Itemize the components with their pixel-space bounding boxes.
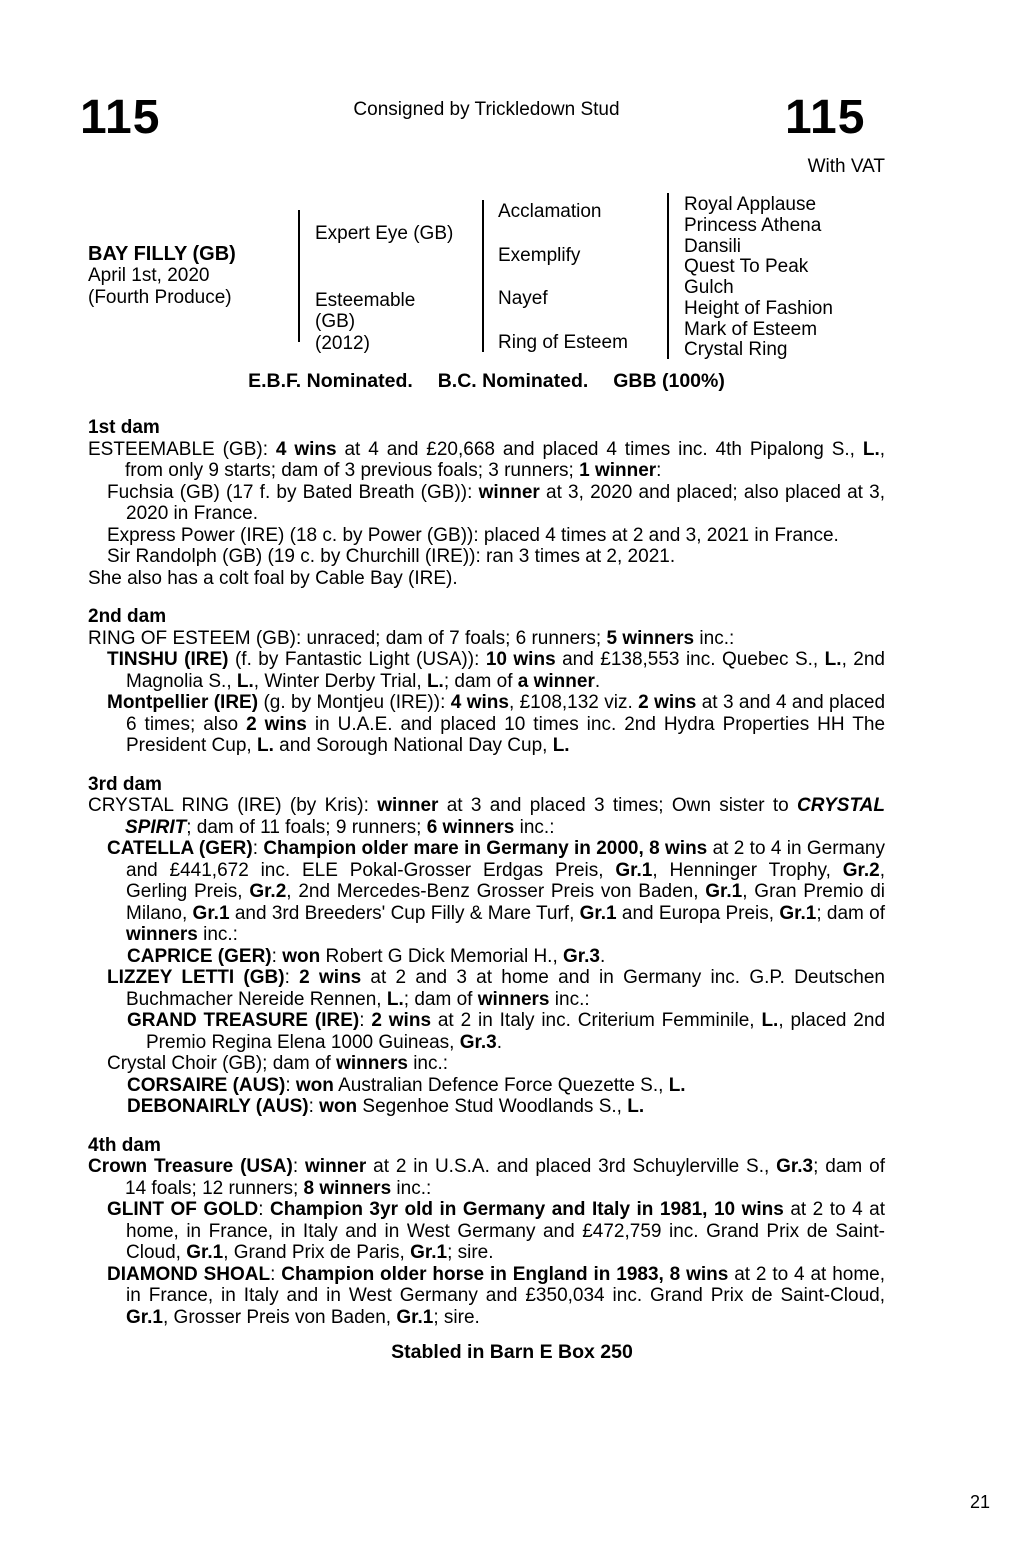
pedigree-paragraph [88, 795, 885, 838]
text-segment: winners [336, 1053, 408, 1074]
pedigree-paragraph [88, 1156, 885, 1199]
text-segment: 4 wins [275, 438, 337, 460]
grandparent-name: Exemplify [498, 244, 581, 266]
text-segment: : [359, 1010, 372, 1031]
text-segment: (g. by Montjeu (IRE)): [258, 692, 451, 713]
text-segment: CORSAIRE (AUS) [127, 1074, 286, 1096]
text-segment: Gr.3 [563, 945, 600, 967]
sire-name: Expert Eye (GB) [315, 223, 454, 245]
great-grandparent-name: Royal Applause [684, 194, 817, 215]
text-segment: winners [126, 924, 198, 945]
text-segment: GLINT OF GOLD [107, 1199, 259, 1220]
text-segment: LIZZEY LETTI (GB) [107, 967, 285, 988]
text-segment: She also has a colt foal by Cable Bay (IRE). [88, 567, 458, 589]
text-segment: , Gerling Preis, [126, 859, 885, 902]
text-segment: L. [862, 438, 880, 460]
text-segment: L. [627, 1096, 645, 1117]
text-segment: : [258, 1199, 271, 1220]
text-segment: Champion older horse in England in 1983, 8 wins [281, 1263, 729, 1285]
text-segment: Crystal Choir (GB); dam of [107, 1053, 337, 1074]
text-segment: ESTEEMABLE (GB): [88, 438, 276, 460]
text-segment: Australian Defence Force Quezette S., [333, 1074, 669, 1096]
grandparent-name: Ring of Esteem [498, 331, 628, 353]
text-segment: ; dam of 14 foals; 12 runners; [125, 1156, 885, 1199]
text-segment: at 2 in Italy inc. Criterium Femminile, [431, 1010, 762, 1031]
great-grandparent-name: Dansili [684, 235, 742, 257]
pedigree-paragraph [107, 1264, 885, 1329]
text-segment: ; dam of [443, 670, 518, 692]
pedigree-paragraph [107, 649, 885, 692]
pedigree-paragraph [88, 439, 885, 482]
text-segment: , placed 2nd Premio Regina Elena 1000 Guineas, [146, 1010, 886, 1053]
text-segment: a winner [517, 670, 595, 692]
text-segment: L. [426, 670, 444, 692]
text-segment: . [600, 945, 606, 967]
pedigree-paragraph [107, 546, 885, 568]
dam-section-heading: 2nd dam [88, 606, 167, 627]
consignor-line: Consigned by Trickledown Stud [353, 99, 620, 120]
text-segment: ; sire. [447, 1242, 494, 1263]
text-segment: 1 winner [579, 460, 657, 481]
text-segment: and Europa Preis, [616, 902, 780, 924]
text-segment: Gr.1 [779, 902, 817, 924]
text-segment: Gr.1 [705, 881, 743, 902]
pedigree-great-grandparents-column [669, 192, 885, 360]
page-number: 21 [969, 1492, 990, 1512]
great-grandparent-name: Height of Fashion [684, 297, 833, 319]
text-segment: won [319, 1096, 358, 1117]
pedigree-paragraph [88, 568, 885, 590]
grandparent-name: Nayef [498, 288, 548, 309]
text-segment: 6 winners [426, 816, 515, 838]
pedigree-paragraph [88, 628, 885, 650]
text-segment: inc.: [197, 924, 238, 945]
text-segment: Gr.1 [615, 859, 653, 881]
text-segment: winner [305, 1156, 367, 1177]
text-segment: 2 wins [299, 967, 362, 988]
pedigree-paragraph [107, 482, 885, 525]
text-segment: CRYSTAL SPIRIT [125, 795, 885, 838]
text-segment: Sir Randolph (GB) (19 c. by Churchill (IRE)): ran 3 times at 2, 2021. [107, 546, 676, 567]
text-segment: , Henninger Trophy, [652, 859, 843, 881]
text-segment: at 4 and £20,668 and placed 4 times inc. 4th Pipalong S., [336, 438, 863, 460]
text-segment: inc.: [514, 816, 555, 838]
text-segment: won [282, 945, 321, 967]
text-segment: L. [761, 1010, 779, 1031]
text-segment: Gr.1 [410, 1242, 448, 1263]
text-segment: Champion 3yr old in Germany and Italy in 1981, 10 wins [270, 1199, 784, 1220]
great-grandparent-name: Quest To Peak [684, 256, 809, 278]
text-segment: inc.: [694, 627, 735, 649]
sire-slot [315, 192, 482, 276]
nominations-line: E.B.F. Nominated. B.C. Nominated. GBB (100%) [248, 370, 725, 392]
text-segment: 2 wins [246, 713, 307, 735]
text-segment: : [292, 1156, 306, 1177]
dam-section-heading: 1st dam [88, 417, 160, 438]
text-segment: in U.A.E. and placed 10 times inc. 2nd Hydra Properties HH The President Cup, [126, 713, 886, 756]
text-segment: ; dam of [403, 988, 478, 1010]
text-segment: and 3rd Breeders' Cup Filly & Mare Turf, [229, 902, 580, 924]
text-segment: CRYSTAL RING (IRE) (by Kris): [88, 795, 378, 816]
pedigree-paragraph [107, 1199, 885, 1264]
text-segment: inc.: [407, 1053, 449, 1074]
text-segment: ; dam of 11 foals; 9 runners; [186, 816, 427, 838]
text-segment: at 3 and placed 3 times; Own sister to [438, 795, 798, 816]
text-segment: Gr.1 [126, 1306, 163, 1328]
text-segment: Gr.3 [776, 1156, 814, 1177]
text-segment: winner [377, 795, 439, 816]
text-segment: and Sorough National Day Cup, [273, 735, 553, 756]
text-segment: Gr.1 [186, 1242, 224, 1263]
produce-note: (Fourth Produce) [88, 286, 232, 308]
pedigree-paragraph [107, 692, 885, 757]
text-segment: TINSHU (IRE) [107, 649, 229, 670]
dam-name-line: (2012) [315, 332, 370, 354]
great-grandparent-name: Crystal Ring [684, 339, 788, 361]
dam-name-line: (GB) [315, 311, 356, 333]
text-segment: , Gran Premio di Milano, [126, 881, 885, 924]
text-segment: at 2 in U.S.A. and placed 3rd Schuylerville S., [366, 1156, 777, 1177]
pedigree-paragraph [107, 967, 885, 1010]
text-segment: Champion older mare in Germany in 2000, 8 wins [263, 838, 708, 859]
pedigree-paragraph [127, 946, 885, 968]
text-segment: Segenhoe Stud Woodlands S., [357, 1096, 628, 1117]
foaling-date: April 1st, 2020 [88, 265, 210, 287]
text-segment: RING OF ESTEEM (GB): unraced; dam of 7 foals; 6 runners; [88, 627, 607, 649]
text-segment: L. [668, 1074, 686, 1096]
text-segment: Gr.1 [579, 902, 617, 924]
great-grandparent-name: Gulch [684, 277, 734, 298]
text-segment: : [308, 1096, 320, 1117]
text-segment: L. [236, 670, 254, 692]
text-segment: . [496, 1031, 502, 1053]
text-segment: at 2 to 4 in Germany and £441,672 inc. ELE Pokal-Grosser Erdgas Preis, [126, 838, 885, 881]
text-segment: DIAMOND SHOAL [107, 1263, 271, 1285]
text-segment: , Winter Derby Trial, [253, 670, 427, 692]
stabling-note: Stabled in Barn E Box 250 [391, 1341, 633, 1363]
text-segment: CAPRICE (GER) [127, 945, 272, 967]
text-segment: at 3 and 4 and placed 6 times; also [126, 692, 886, 735]
text-segment: Robert G Dick Memorial H., [320, 945, 564, 967]
vat-note: With VAT [807, 156, 885, 177]
text-segment: at 2 to 4 at home, in France, in Italy and in West Germany and £350,034 inc. Grand Prix de Saint-Cloud, [126, 1263, 885, 1306]
text-segment: inc.: [549, 988, 590, 1010]
pedigree-paragraph [127, 1075, 885, 1097]
text-segment: Fuchsia (GB) (17 f. by Bated Breath (GB)): [107, 481, 479, 503]
pedigree-parents-column [300, 192, 482, 360]
text-segment: L. [552, 735, 570, 756]
pedigree-subject-column [88, 192, 298, 360]
text-segment: , £108,132 viz. [508, 692, 639, 713]
text-segment: 8 winners [303, 1177, 392, 1199]
text-segment: at 3, 2020 and placed; also placed at 3, 2020 in France. [126, 481, 885, 524]
text-segment: winners [477, 988, 550, 1010]
text-segment: winner [478, 481, 540, 503]
great-grandparent-name: Mark of Esteem [684, 318, 818, 340]
text-segment: : [271, 945, 283, 967]
pedigree-paragraph [107, 838, 885, 946]
grandparent-name: Acclamation [498, 201, 602, 222]
text-segment: won [295, 1074, 334, 1096]
pedigree-paragraph [127, 1096, 885, 1118]
pedigree-paragraph [107, 525, 885, 547]
text-segment: 2 wins [638, 692, 697, 713]
text-segment: L. [256, 735, 274, 756]
dam-name [315, 276, 482, 360]
text-segment: . [594, 670, 601, 692]
text-segment: Gr.1 [396, 1306, 434, 1328]
text-segment: : [252, 838, 264, 859]
text-segment: : [284, 967, 300, 988]
text-segment: Gr.3 [459, 1031, 497, 1053]
text-segment: L. [386, 988, 404, 1010]
horse-name: BAY FILLY (GB) [88, 242, 236, 265]
text-segment: GRAND TREASURE (IRE) [127, 1010, 360, 1031]
text-segment: : [656, 460, 662, 481]
dam-section-heading: 4th dam [88, 1134, 161, 1156]
text-segment: inc.: [391, 1177, 432, 1199]
dam-sections [88, 417, 885, 1328]
text-segment: , Grosser Preis von Baden, [162, 1306, 397, 1328]
text-segment: 4 wins [450, 692, 509, 713]
text-segment: Gr.2 [842, 859, 880, 881]
lot-number-right: 115 [785, 91, 866, 144]
text-segment: , Grand Prix de Paris, [223, 1242, 411, 1263]
dam-name-line: Esteemable [315, 289, 416, 311]
text-segment: , 2nd Mercedes-Benz Grosser Preis von Baden, [286, 881, 706, 902]
text-segment: DEBONAIRLY (AUS) [127, 1096, 309, 1117]
text-segment: : [285, 1074, 296, 1096]
text-segment: Gr.1 [192, 902, 230, 924]
text-segment: (f. by Fantastic Light (USA)): [228, 649, 486, 670]
text-segment: and £138,553 inc. Quebec S., [555, 649, 825, 670]
text-segment: at 2 to 4 at home, in France, in Italy and in West Germany and £472,759 inc. Grand Prix de Saint-Cloud, [126, 1199, 885, 1263]
great-grandparent-name: Princess Athena [684, 214, 822, 236]
text-segment: Crown Treasure (USA) [88, 1156, 293, 1177]
text-segment: 10 wins [485, 649, 556, 670]
pedigree-table [88, 192, 885, 360]
text-segment: , 2nd Magnolia S., [126, 649, 885, 692]
text-segment: at 2 and 3 at home and in Germany inc. G.P. Deutschen Buchmacher Nereide Rennen, [126, 967, 885, 1010]
text-segment: ; sire. [433, 1306, 480, 1328]
text-segment: : [270, 1263, 282, 1285]
text-segment: Gr.2 [249, 881, 287, 902]
lot-number-left: 115 [80, 91, 161, 144]
text-segment: CATELLA (GER) [107, 838, 253, 859]
dam-section-heading: 3rd dam [88, 773, 162, 795]
text-segment: ; dam of [816, 902, 885, 924]
text-segment: 5 winners [606, 627, 695, 649]
text-segment: L. [824, 649, 842, 670]
text-segment: Montpellier (IRE) [107, 692, 259, 713]
pedigree-grandparents-column [484, 192, 667, 360]
pedigree-paragraph [127, 1010, 885, 1053]
text-segment: 2 wins [371, 1010, 432, 1031]
pedigree-paragraph [107, 1053, 885, 1075]
text-segment: Express Power (IRE) (18 c. by Power (GB)): placed 4 times at 2 and 3, 2021 in France. [107, 524, 839, 546]
text-segment: , from only 9 starts; dam of 3 previous foals; 3 runners; [125, 438, 886, 481]
